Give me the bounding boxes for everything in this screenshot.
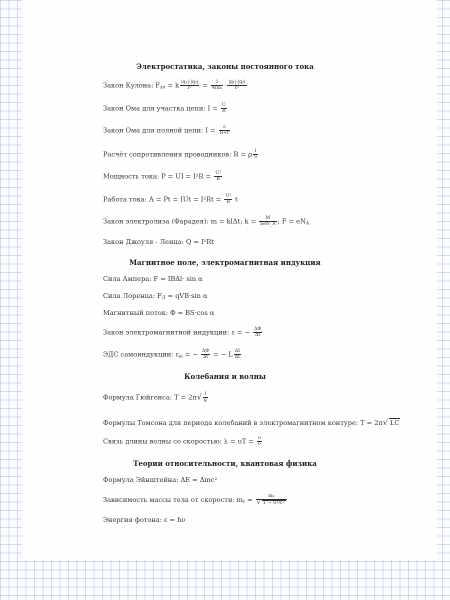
frac-den: g <box>203 398 207 403</box>
section-heading-electrostatics: Электростатика, законы постоянного тока <box>136 62 314 71</box>
frac-den: R+r <box>219 131 230 136</box>
frac-den: Δt <box>234 355 240 360</box>
frac-num: ΔI <box>234 349 240 354</box>
resistance-frac <box>253 149 258 160</box>
frac-den: Δt <box>202 355 209 360</box>
frac-num: |q₁|·|q₂| <box>228 80 246 85</box>
ohm-segment-frac <box>221 103 227 114</box>
formula-power <box>103 171 223 182</box>
wavelength-frac <box>257 436 262 447</box>
ohm-full-label: Закон Ома для полной цепи: I = <box>103 126 218 135</box>
power-label: Мощность тока: P = UI = I²R = <box>103 172 214 181</box>
work-tail: t <box>233 195 238 204</box>
frac-den: r² <box>234 86 239 91</box>
frac-den: R <box>226 200 230 205</box>
formula-thomson <box>103 418 400 427</box>
formula-self-induction <box>103 349 242 360</box>
power-frac <box>214 171 222 182</box>
formula-induction <box>103 327 263 338</box>
frac-num: 1 <box>211 80 223 86</box>
lorentz-label: Сила Лоренца: F <box>103 292 162 300</box>
thomson-label: Формулы Томсона для периода колебаний в электромагнитном контуре: T = 2π <box>103 419 383 427</box>
section-heading-oscillations: Колебания и волны <box>184 372 266 381</box>
formula-photon-energy: Энергия фотона: ε = hν <box>103 516 186 524</box>
frac-num: l <box>254 149 257 154</box>
self-induction-mid: = − <box>182 350 200 359</box>
coulomb-frac-2 <box>211 80 223 91</box>
induction-frac <box>253 327 262 338</box>
frac-num: m₀ <box>256 494 287 500</box>
self-induction-sub: si <box>178 354 183 360</box>
faraday-frac <box>259 216 276 227</box>
formula-lorentz <box>103 292 207 301</box>
frac-num: |q₁|·|q₂| <box>181 80 199 85</box>
formula-resistance <box>103 149 259 160</box>
frac-den: R <box>222 109 226 114</box>
mass-sub: r <box>242 500 246 505</box>
coulomb-k: = k <box>165 81 180 90</box>
mass-radicand: 1 − υ²/c² <box>262 500 285 506</box>
formula-joule-lenz: Закон Джоуля - Ленца: Q = I²Rt <box>103 238 214 246</box>
frac-den: r² <box>187 86 192 91</box>
frac-num: ΔΦ <box>254 327 262 332</box>
resistance-label: Расчёт сопротивления проводников: R = ρ <box>103 150 253 159</box>
mass-frac <box>256 494 287 506</box>
huygens-label: Формула Гюйгенса: T = 2π <box>103 393 197 402</box>
frac-num: U <box>221 103 226 108</box>
frac-den: 4πε₀ <box>212 86 223 91</box>
lorentz-sub: Л <box>161 296 166 301</box>
frac-num: U² <box>215 171 221 176</box>
faraday-sub: A <box>305 221 310 227</box>
self-induction-frac-2 <box>234 349 241 360</box>
wavelength-label: Связь длины волны со скоростью: λ = υT = <box>103 437 256 446</box>
ohm-full-frac <box>219 125 231 136</box>
formula-wavelength <box>103 436 263 447</box>
frac-num: l <box>204 392 207 397</box>
formula-coulomb: Закон Кулона: $F_{эл} = k$ $\frac{\text{|q₁|·|q₂|}}{\text{r²}}$ = $\frac{1}{\text{4πε₀}}$ · $\frac{\text{|q₁|·|q₂|}}{\text{r²}}$ <box>103 80 246 91</box>
frac-den: R <box>216 177 220 182</box>
work-label: Работа тока: A = Pt = IUt = I²Rt = <box>103 195 224 204</box>
work-frac <box>224 194 232 205</box>
formula-ohm-segment <box>103 103 228 114</box>
self-induction-frac-1 <box>201 349 210 360</box>
frac-num: U² <box>225 194 232 199</box>
thomson-radicand: LC <box>389 419 400 427</box>
radical-sign: √ <box>382 418 388 427</box>
huygens-frac <box>203 392 208 403</box>
formula-ampere: Сила Ампера: F = IBΔl· sin α <box>103 275 203 283</box>
frac-den: Δt <box>255 333 261 338</box>
mass-label: Зависимость массы тела от скорости: m <box>103 496 243 504</box>
frac-den: ν <box>257 442 261 447</box>
ohm-segment-label: Закон Ома для участка цепи: I = <box>103 104 220 113</box>
frac-num: ε <box>219 125 231 131</box>
frac-den <box>256 500 287 506</box>
section-heading-relativity: Теории относительности, квантовая физика <box>133 459 317 468</box>
formula-work <box>103 194 238 205</box>
coulomb-label: Закон Кулона: F <box>103 81 160 90</box>
formula-mass-velocity <box>103 494 288 506</box>
radical-sign: √ <box>256 499 261 506</box>
formula-einstein: Формула Эйнштейна: ΔE = Δmc² <box>103 476 218 484</box>
radical-sign: √ <box>196 392 202 402</box>
formula-flux: Магнитный поток: Φ = BS·cos α <box>103 309 215 317</box>
faraday-tail: ; F = eN <box>277 217 306 226</box>
coulomb-sub: эл <box>159 85 166 91</box>
faraday-label: Закон электролиза (Фарадея): m = klΔt; k = <box>103 217 259 226</box>
formula-ohm-full <box>103 125 231 136</box>
self-induction-mid2: = − L <box>211 350 233 359</box>
section-heading-magnetic: Магнитное поле, электромагнитная индукция <box>129 258 321 267</box>
mass-eq: = <box>245 496 255 504</box>
frac-num: M <box>259 216 276 222</box>
induction-label: Закон электромагнитной индукции: ε = − <box>103 328 253 337</box>
frac-den: S <box>254 155 258 160</box>
frac-num: υ <box>257 436 261 441</box>
formula-huygens <box>103 392 209 403</box>
coulomb-frac-1 <box>180 80 199 91</box>
coulomb-frac-3 <box>227 80 246 91</box>
self-induction-label: ЭДС самоиндукции: ε <box>103 350 179 359</box>
lorentz-tail: = qVB·sin α <box>165 292 208 300</box>
frac-num: ΔΦ <box>201 349 210 354</box>
formula-faraday <box>103 216 309 227</box>
frac-den: neN_A <box>260 222 276 227</box>
